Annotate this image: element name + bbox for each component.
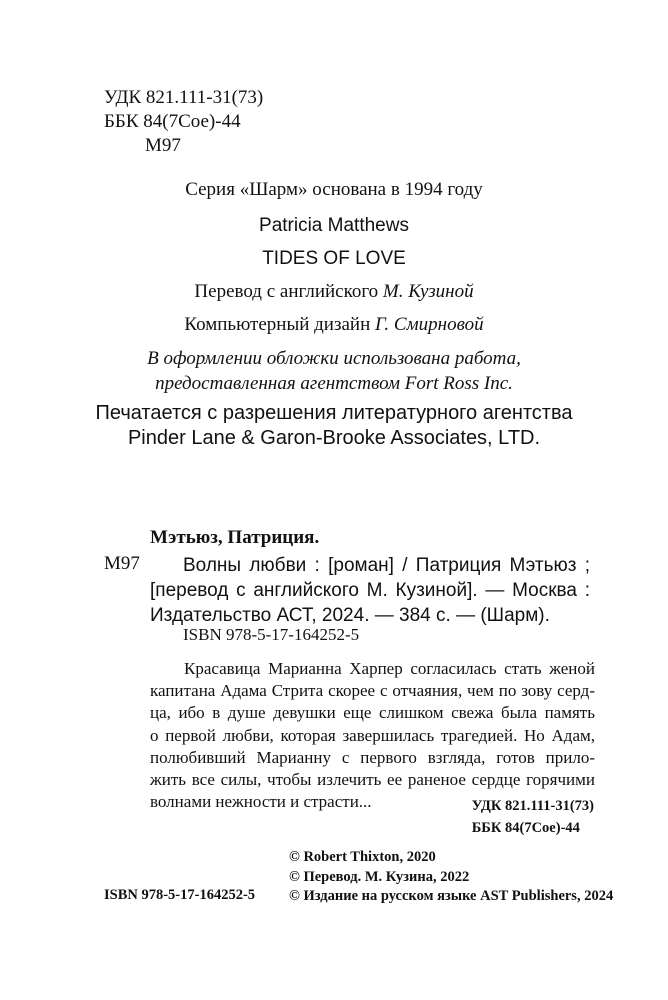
- permission-line: Печатается с разрешения литературного агентства: [95, 402, 573, 424]
- cover-credit-line: В оформлении обложки использована работа,: [147, 348, 521, 369]
- annotation-line: жить все силы, чтобы излечить ее раненое сердце горячими: [150, 770, 595, 790]
- design-credit: [0, 314, 668, 336]
- original-title: TIDES OF LOVE: [262, 248, 406, 269]
- annotation-line: ца, ибо в душе девушки еще слишком свежа была память: [150, 703, 595, 723]
- cover-credit-line: предоставленная агентством Fort Ross Inc.: [155, 373, 513, 394]
- bibliographic-line: Издательство АСТ, 2024. — 384 с. — (Шарм).: [150, 605, 550, 626]
- bibliographic-line: Волны любви : [роман] / Патриция Мэтьюз ;: [183, 555, 590, 576]
- copyright-line: © Издание на русском языке AST Publishers, 2024: [289, 888, 614, 904]
- copyright-block: [289, 848, 613, 907]
- udk-code: УДК 821.111-31(73): [104, 87, 264, 108]
- author-mark: М97: [145, 135, 181, 156]
- bottom-classification: [472, 795, 594, 839]
- design-prefix: Компьютерный дизайн: [184, 314, 375, 335]
- bibliographic-description: [150, 553, 590, 628]
- bottom-bbk-code: ББК 84(7Сое)-44: [471, 820, 580, 836]
- annotation-line: Красавица Марианна Харпер согласилась стать женой: [184, 659, 595, 678]
- classification-block: [104, 86, 263, 158]
- designer-name: Г. Смирновой: [375, 314, 484, 335]
- bibliographic-line: [перевод с английского М. Кузиной]. — Москва :: [150, 580, 590, 601]
- annotation: [150, 658, 595, 813]
- bbk-code: ББК 84(7Сое)-44: [104, 111, 241, 132]
- original-author: Patricia Matthews: [259, 215, 409, 236]
- translator-name: М. Кузиной: [382, 281, 474, 302]
- translation-credit: [0, 281, 668, 303]
- isbn-record: ISBN 978-5-17-164252-5: [183, 625, 360, 644]
- bibliographic-heading: Мэтьюз, Патриция.: [150, 527, 320, 548]
- annotation-line: капитана Адама Стрита скорее с отчаяния, чем по зову серд-: [150, 681, 595, 701]
- series-line: Серия «Шарм» основана в 1994 году: [185, 179, 483, 200]
- permission-notice: [0, 401, 668, 451]
- copyright-line: © Robert Thixton, 2020: [289, 849, 436, 865]
- copyright-line: © Перевод. М. Кузина, 2022: [289, 868, 470, 885]
- annotation-line: полюбивший Марианну с первого взгляда, готов прило-: [150, 747, 595, 767]
- cover-credit: [0, 346, 668, 396]
- bottom-udk-code: УДК 821.111-31(73): [471, 798, 594, 814]
- annotation-line: о первой любви, которая завершилась трагедией. Но Адам,: [150, 725, 595, 745]
- annotation-line: волнами нежности и страсти...: [150, 792, 372, 812]
- translation-prefix: Перевод с английского: [194, 281, 383, 302]
- isbn-bottom: ISBN 978-5-17-164252-5: [104, 887, 256, 903]
- bibliographic-code: М97: [104, 553, 140, 574]
- permission-line: Pinder Lane & Garon-Brooke Associates, LTD.: [127, 427, 541, 449]
